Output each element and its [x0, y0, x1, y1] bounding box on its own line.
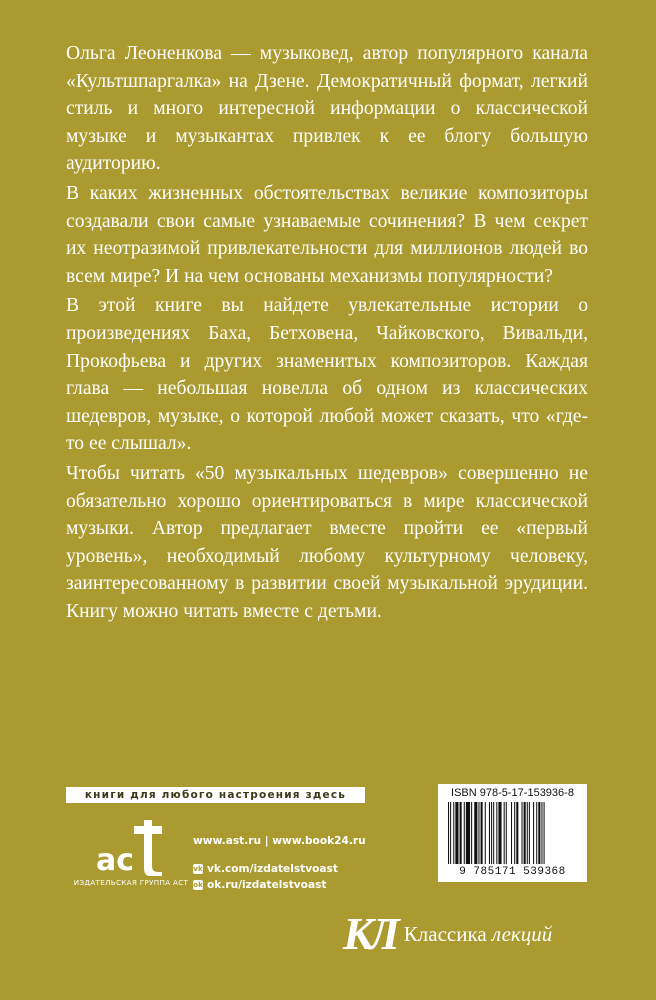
series-name-regular: Классика: [403, 921, 487, 946]
ok-link[interactable]: [193, 877, 366, 893]
publisher-logo: [66, 820, 196, 890]
barcode-icon: [448, 802, 577, 864]
series-mark-icon: КЛ: [343, 908, 394, 959]
vk-link-text: vk.com/izdatelstvoast: [207, 863, 338, 875]
blurb-paragraph-2: В каких жизненных обстоятельствах великие композиторы создавали свои самые узнаваемые сочинения? В чем секрет их неотразимой привлекательности для миллионов людей во всем мире? И на чем основаны механизмы популярности?: [66, 182, 588, 287]
blurb-paragraph-4: Чтобы читать «50 музыкальных шедевров» совершенно не обязательно хорошо ориентироваться в мире классической музыки. Автор предлагает вместе пройти ее «первый уровень», необходимый любому культурному человеку, заинтересованному в развитии своей музыкальной эрудиции. Книгу можно читать вместе с детьми.: [66, 462, 588, 622]
blurb-paragraph-3: В этой книге вы найдете увлекательные истории о произведениях Баха, Бетховена, Чайковского, Вивальди, Прокофьева и других знаменитых композиторов. Каждая глава — небольшая новелла об одном из классических шедевров, музыке, о которой любой может сказать, что «где-то ее слышал».: [66, 295, 588, 455]
ok-link-text: ok.ru/izdatelstvoast: [207, 879, 327, 891]
series-name-italic: лекций: [491, 921, 553, 946]
site-links[interactable]: www.ast.ru | www.book24.ru: [193, 835, 366, 847]
svg-text:ас: ас: [96, 843, 135, 876]
tagline-banner: книги для любого настроения здесь: [66, 787, 365, 803]
vk-link[interactable]: [193, 861, 366, 877]
publisher-links: [193, 833, 366, 893]
isbn-number: ISBN 978-5-17-153936-8: [451, 787, 574, 799]
ean-digits: 9 785171 539368: [459, 866, 566, 878]
barcode-panel: [438, 784, 587, 882]
back-cover-blurb: [66, 40, 588, 627]
ast-logo-icon: [90, 820, 172, 876]
blurb-paragraph-1: Ольга Леоненкова — музыковед, автор популярного канала «Культшпаргалка» на Дзене. Демократичный формат, легкий стиль и много интересной информации о классической музыке и музыкантах привлек к ее блогу большую аудиторию.: [66, 43, 588, 175]
vk-icon: vk: [193, 865, 203, 873]
series-name: [404, 922, 552, 947]
series-logo: [343, 908, 552, 960]
ok-icon: ok: [193, 881, 203, 889]
publisher-caption: ИЗДАТЕЛЬСКАЯ ГРУППА АСТ: [73, 878, 189, 887]
